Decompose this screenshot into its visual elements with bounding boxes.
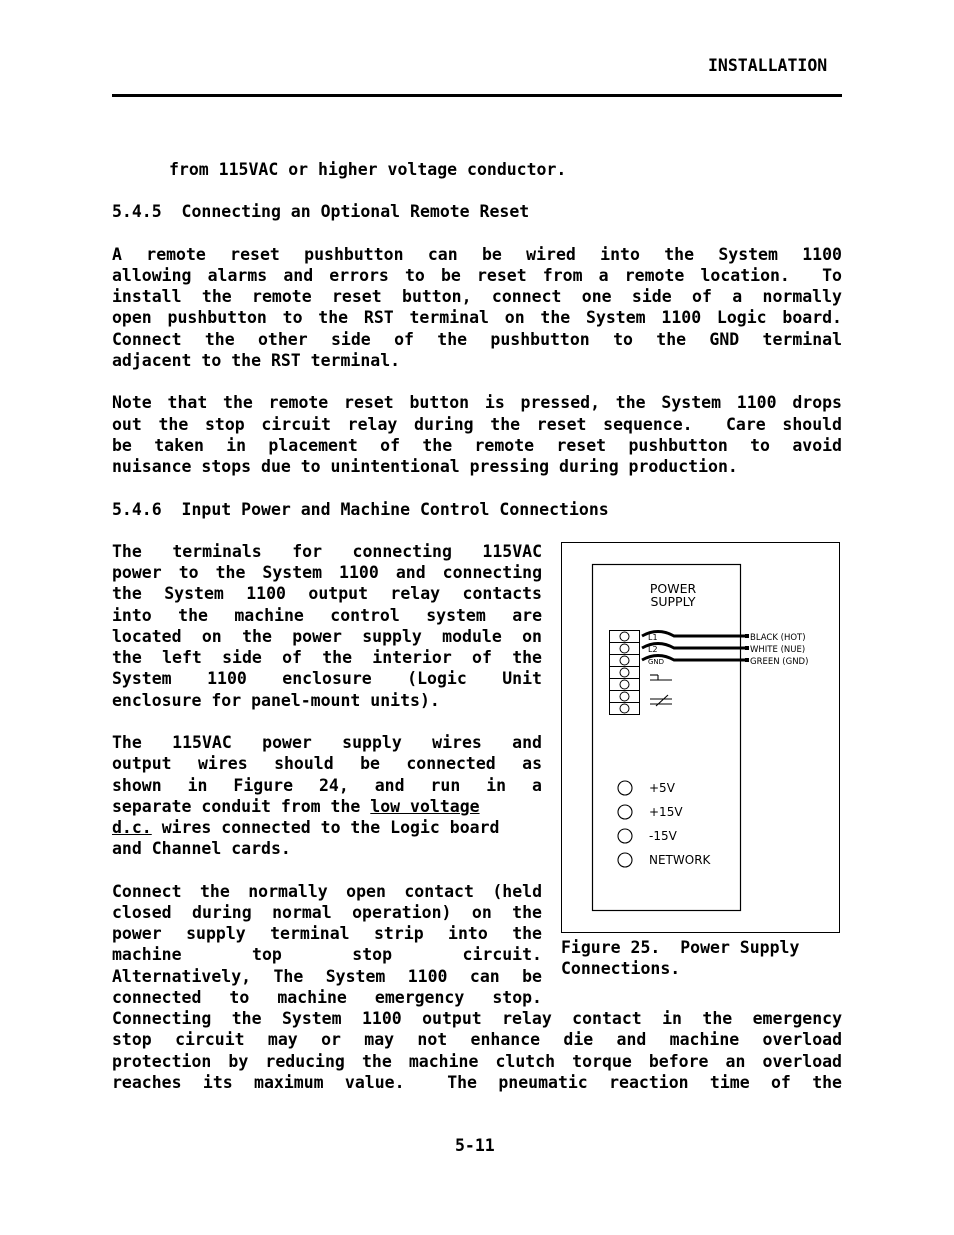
text-line: out the stop circuit relay during the reset sequence. Care should (112, 415, 842, 434)
text-line: Alternatively, The System 1100 can be (112, 967, 542, 986)
text-line: connected to machine emergency stop. (112, 988, 542, 1007)
wire-label-white: WHITE (NUE) (750, 645, 806, 655)
wire-label-green: GREEN (GND) (750, 657, 809, 667)
text-line: enclosure for panel-mount units). (112, 691, 440, 710)
indicator-led-minus-15v (618, 829, 632, 843)
text-line: closed during normal operation) on the (112, 903, 542, 922)
wire-label-black: BLACK (HOT) (750, 633, 806, 643)
underlined-text: low voltage (370, 797, 480, 816)
text-line: allowing alarms and errors to be reset from a remote location. To (112, 266, 842, 285)
text-line: protection by reducing the machine clutch torque before an overload (112, 1052, 842, 1071)
text-line: adjacent to the RST terminal. (112, 351, 401, 370)
text-line: Connect the normally open contact (held (112, 882, 542, 901)
text-line: Connect the other side of the pushbutton to the GND terminal (112, 330, 842, 349)
text-line: The terminals for connecting 115VAC (112, 542, 542, 561)
section-545-heading: 5.4.5 Connecting an Optional Remote Reset (112, 202, 530, 221)
module-title-line-2: SUPPLY (650, 594, 696, 609)
text-fragment: separate conduit from the (112, 797, 361, 816)
indicator-label-15v: +15V (649, 805, 683, 819)
underlined-text: d.c. (112, 818, 152, 837)
text-line: the left side of the interior of the (112, 648, 542, 667)
text-line: power supply terminal strip into the (112, 924, 542, 943)
text-line: located on the power supply module on (112, 627, 542, 646)
header-rule (112, 94, 842, 97)
indicator-label-minus-15v: -15V (649, 829, 677, 843)
text-line: output wires should be connected as (112, 754, 542, 773)
figure-caption-line-2: Connections. (561, 959, 681, 978)
indicator-led-network (618, 853, 632, 867)
terminal-label-l2: L2 (648, 645, 658, 654)
text-line: A remote reset pushbutton can be wired into the System 1100 (112, 245, 842, 264)
text-line (112, 817, 499, 838)
terminal-strip (610, 631, 640, 715)
text-line: stop circuit may or may not enhance die and machine overload (112, 1030, 842, 1049)
text-line: nuisance stops due to unintentional pressing during production. (112, 457, 738, 476)
text-line (112, 796, 480, 817)
figure-caption-line-1: Figure 25. Power Supply (561, 938, 800, 957)
text-line: The 115VAC power supply wires and (112, 733, 542, 752)
text-line: and Channel cards. (112, 839, 291, 858)
terminal-label-gnd: GND (648, 658, 665, 666)
indicator-label-network: NETWORK (649, 853, 711, 867)
input-wires (642, 632, 746, 661)
module-title-line-1: POWER (649, 581, 697, 596)
page-number: 5-11 (455, 1136, 495, 1155)
relay-contact-symbol (650, 675, 672, 706)
text-line: Connecting the System 1100 output relay contact in the emergency (112, 1009, 842, 1028)
running-header: INSTALLATION (708, 56, 828, 75)
terminal-label-l1: L1 (648, 633, 658, 642)
power-supply-diagram (562, 543, 839, 932)
text-line: into the machine control system are (112, 606, 542, 625)
text-line: open pushbutton to the RST terminal on the System 1100 Logic board. (112, 308, 842, 327)
text-line: the System 1100 output relay contacts (112, 584, 542, 603)
text-line: machine top stop circuit. (112, 945, 542, 964)
text-fragment: wires connected to the Logic board (161, 818, 500, 837)
text-line: Note that the remote reset button is pressed, the System 1100 drops (112, 393, 842, 412)
continuation-line: from 115VAC or higher voltage conductor. (169, 160, 567, 179)
text-line: install the remote reset button, connect one side of a normally (112, 287, 842, 306)
section-546-heading: 5.4.6 Input Power and Machine Control Connections (112, 500, 609, 519)
indicator-led-5v (618, 781, 632, 795)
text-line: power to the System 1100 and connecting (112, 563, 542, 582)
text-line: be taken in placement of the remote reset pushbutton to avoid (112, 436, 842, 455)
figure-25-frame (561, 542, 840, 933)
indicator-label-5v: +5V (649, 781, 675, 795)
text-line: reaches its maximum value. The pneumatic reaction time of the (112, 1073, 842, 1092)
text-line: System 1100 enclosure (Logic Unit (112, 669, 542, 688)
text-line: shown in Figure 24, and run in a (112, 776, 542, 795)
indicator-led-15v (618, 805, 632, 819)
